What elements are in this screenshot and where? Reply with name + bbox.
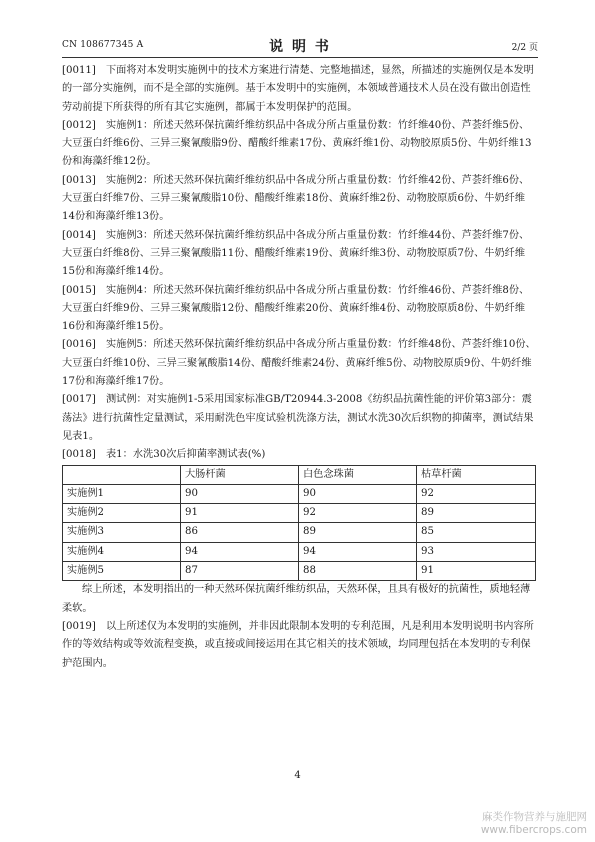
paragraph-text: 实施例1：所述天然环保抗菌纤维纺织品中各成分所占重量份数：竹纤维40份、芦荟纤维5份、大豆蛋白纤维6份、三异三聚氰酸脂9份、醋酸纤维素17份、黄麻纤维1份、动物胶原质5份、牛奶纤维13份和海藻纤维12份。 bbox=[62, 119, 532, 168]
paragraph-text: 实施例2：所述天然环保抗菌纤维纺织品中各成分所占重量份数：竹纤维42份、芦荟纤维6份、大豆蛋白纤维7份、三异三聚氰酸脂10份、醋酸纤维素18份、黄麻纤维2份、动物胶原质6份、牛奶纤维14份和海藻纤维13份。 bbox=[62, 174, 530, 223]
paragraph-number: [0016] bbox=[62, 339, 96, 351]
document-body bbox=[62, 62, 538, 673]
paragraph-number: [0011] bbox=[62, 65, 96, 76]
paragraph-text: 以上所述仅为本发明的实施例，并非因此限制本发明的专利范围，凡是利用本发明说明书内容所作的等效结构或等效流程变换，或直接或间接运用在其它相关的技术领域，均同理包括在本发明的专利保护范围内。 bbox=[62, 620, 534, 669]
table-cell: 87 bbox=[181, 562, 299, 581]
paragraph-text: 下面将对本发明实施例中的技术方案进行清楚、完整地描述，显然，所描述的实施例仅是本发明的一部分实施例，而不是全部的实施例。基于本发明中的实施例，本领域普通技术人员在没有做出创造性劳动前提下所获得的所有其它实施例，都属于本发明保护的范围。 bbox=[62, 65, 534, 113]
table-header-row bbox=[63, 465, 536, 484]
table-header-cell bbox=[63, 465, 181, 484]
paragraph-0013 bbox=[62, 172, 538, 227]
paragraph-number: [0019] bbox=[62, 620, 96, 632]
paragraph-number: [0017] bbox=[62, 394, 96, 406]
document-number: CN 108677345 A bbox=[62, 40, 144, 50]
paragraph-0017 bbox=[62, 391, 538, 446]
table-cell: 85 bbox=[417, 523, 536, 542]
table-cell: 90 bbox=[299, 484, 417, 503]
table-row bbox=[63, 504, 536, 523]
table-caption: 表1：水洗30次后抑菌率测试表(%) bbox=[106, 449, 266, 461]
paragraph-0019 bbox=[62, 618, 538, 673]
table-row bbox=[63, 542, 536, 561]
watermark-site-name: 麻类作物营养与施肥网 bbox=[482, 811, 587, 823]
table-header-cell: 枯草杆菌 bbox=[417, 465, 536, 484]
paragraph-0014 bbox=[62, 227, 538, 282]
table-cell: 实施例1 bbox=[63, 484, 181, 503]
paragraph-text: 实施例3：所述天然环保抗菌纤维纺织品中各成分所占重量份数：竹纤维44份、芦荟纤维7份、大豆蛋白纤维8份、三异三聚氰酸脂11份、醋酸纤维素19份、黄麻纤维3份、动物胶原质7份、牛奶纤维15份和海藻纤维14份。 bbox=[62, 229, 530, 278]
table-header-cell: 大肠杆菌 bbox=[181, 465, 299, 484]
table-cell: 实施例2 bbox=[63, 504, 181, 523]
table-cell: 94 bbox=[181, 542, 299, 561]
page-header bbox=[62, 36, 538, 56]
paragraph-0015 bbox=[62, 282, 538, 337]
document-title: 说 明 书 bbox=[269, 39, 331, 55]
table-cell: 88 bbox=[299, 562, 417, 581]
paragraph-number: [0015] bbox=[62, 284, 96, 296]
table-row bbox=[63, 562, 536, 581]
paragraph-0012 bbox=[62, 117, 538, 172]
paragraph-0016 bbox=[62, 336, 538, 391]
table-caption-row bbox=[62, 446, 538, 464]
paragraph-text: 测试例：对实施例1-5采用国家标准GB/T20944.3-2008《纺织品抗菌性能的评价第3部分：震荡法》进行抗菌性定量测试，采用耐洗色牢度试验机洗涤方法，测试水洗30次后织物的抑菌率，测试结果见表1。 bbox=[62, 394, 534, 442]
header-divider bbox=[62, 57, 538, 58]
paragraph-number: [0018] bbox=[62, 449, 96, 461]
table-cell: 93 bbox=[417, 542, 536, 561]
results-table bbox=[62, 465, 536, 582]
table-cell: 91 bbox=[181, 504, 299, 523]
paragraph-number: [0013] bbox=[62, 174, 96, 186]
paragraph-text: 实施例4：所述天然环保抗菌纤维纺织品中各成分所占重量份数：竹纤维46份、芦荟纤维8份、大豆蛋白纤维9份、三异三聚氰酸脂12份、醋酸纤维素20份、黄麻纤维4份、动物胶原质8份、牛奶纤维16份和海藻纤维15份。 bbox=[62, 284, 530, 333]
table-cell: 92 bbox=[417, 484, 536, 503]
paragraph-number: [0014] bbox=[62, 229, 96, 241]
paragraph-number: [0012] bbox=[62, 119, 96, 131]
table-cell: 86 bbox=[181, 523, 299, 542]
table-cell: 实施例4 bbox=[63, 542, 181, 561]
watermark-url: www.fibercrops.com bbox=[480, 824, 587, 836]
table-cell: 实施例5 bbox=[63, 562, 181, 581]
results-table-wrapper bbox=[62, 465, 538, 582]
table-cell: 94 bbox=[299, 542, 417, 561]
table-cell: 89 bbox=[417, 504, 536, 523]
summary-paragraph: 综上所述，本发明指出的一种天然环保抗菌纤维纺织品，天然环保，且具有极好的抗菌性，质地轻薄柔软。 bbox=[62, 584, 531, 614]
table-row bbox=[63, 523, 536, 542]
table-cell: 实施例3 bbox=[63, 523, 181, 542]
watermark bbox=[481, 811, 587, 837]
table-row bbox=[63, 484, 536, 503]
table-cell: 91 bbox=[417, 562, 536, 581]
page-number: 4 bbox=[294, 770, 301, 781]
paragraph-0011 bbox=[62, 62, 538, 117]
table-cell: 89 bbox=[299, 523, 417, 542]
page-indicator: 2/2 页 bbox=[511, 43, 538, 53]
paragraph-text: 实施例5：所述天然环保抗菌纤维纺织品中各成分所占重量份数：竹纤维48份、芦荟纤维10份、大豆蛋白纤维10份、三异三聚氰酸脂14份、醋酸纤维素24份、黄麻纤维5份、动物胶原质9份、牛奶纤维17份和海藻纤维17份。 bbox=[62, 339, 536, 388]
table-cell: 92 bbox=[299, 504, 417, 523]
table-cell: 90 bbox=[181, 484, 299, 503]
table-header-cell: 白色念珠菌 bbox=[299, 465, 417, 484]
